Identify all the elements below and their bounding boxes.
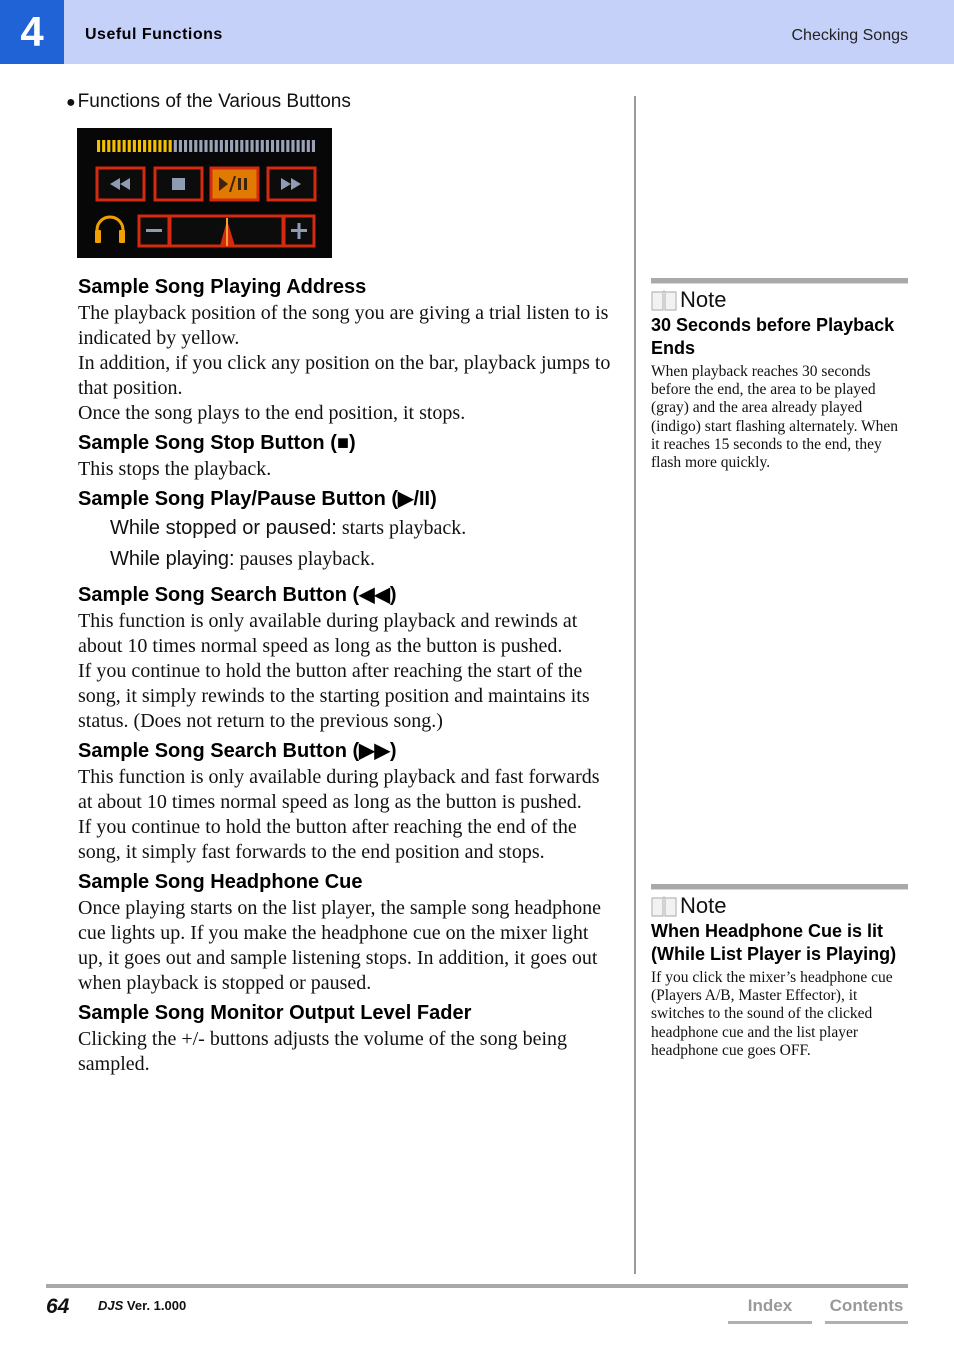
product-name: DJS xyxy=(98,1298,124,1313)
address-segment-played[interactable] xyxy=(143,140,146,152)
address-segment-unplayed[interactable] xyxy=(235,140,238,152)
paragraph: The playback position of the song you are giving a trial listen to is indicated by yellow. xyxy=(78,302,609,349)
headphone-cue-button[interactable] xyxy=(95,217,125,243)
stop-icon xyxy=(172,178,185,190)
address-segment-unplayed[interactable] xyxy=(210,140,213,152)
index-link[interactable]: Index xyxy=(728,1294,812,1324)
note-label: Note xyxy=(680,287,727,312)
item-text: starts playback. xyxy=(341,517,467,539)
stop-button[interactable] xyxy=(155,168,202,200)
list-item xyxy=(78,513,618,544)
section-playing-address xyxy=(78,273,618,426)
item-label: While playing: xyxy=(110,548,235,570)
address-segment-unplayed[interactable] xyxy=(276,140,279,152)
section-heading: Sample Song Search Button (▶▶) xyxy=(78,740,397,762)
bullet-icon: ● xyxy=(66,94,76,111)
contents-link[interactable]: Contents xyxy=(825,1294,908,1324)
section-heading: Sample Song Headphone Cue xyxy=(78,871,363,893)
section-heading: Sample Song Play/Pause Button (▶/II) xyxy=(78,488,437,510)
address-segment-played[interactable] xyxy=(133,140,136,152)
level-plus-button[interactable] xyxy=(284,216,314,246)
player-panel-graphic xyxy=(77,128,332,258)
page-topic: Checking Songs xyxy=(791,27,908,44)
address-segment-unplayed[interactable] xyxy=(199,140,202,152)
paragraph: If you continue to hold the button after reaching the end of the song, it simply fast forwards to the end position and stops. xyxy=(78,816,577,863)
address-segment-unplayed[interactable] xyxy=(179,140,182,152)
address-segment-played[interactable] xyxy=(117,140,120,152)
address-segment-unplayed[interactable] xyxy=(215,140,218,152)
section-rewind-button xyxy=(78,581,618,734)
address-segment-unplayed[interactable] xyxy=(302,140,305,152)
chapter-number: 4 xyxy=(0,0,64,64)
address-segment-played[interactable] xyxy=(169,140,172,152)
section-heading: Sample Song Monitor Output Level Fader xyxy=(78,1002,472,1024)
version-number: Ver. 1.000 xyxy=(126,1298,187,1313)
paragraph: This function is only available during playback and rewinds at about 10 times normal speed as long as the button is pushed. xyxy=(78,610,578,657)
note-rule xyxy=(651,884,908,890)
address-segment-played[interactable] xyxy=(97,140,100,152)
monitor-level-fader[interactable] xyxy=(170,216,283,246)
address-segment-unplayed[interactable] xyxy=(189,140,192,152)
minus-icon xyxy=(146,229,162,232)
section-fast-forward-button xyxy=(78,737,618,865)
paragraph: If you continue to hold the button after reaching the start of the song, it simply rewinds to the starting position and maintains its status. (Does not return to the previous song.) xyxy=(78,660,590,732)
note-title: When Headphone Cue is lit (While List Player is Playing) xyxy=(651,921,897,964)
address-segment-played[interactable] xyxy=(128,140,131,152)
playing-address-bar[interactable] xyxy=(97,140,315,152)
address-segment-unplayed[interactable] xyxy=(245,140,248,152)
book-icon xyxy=(651,895,677,917)
fast-forward-button[interactable] xyxy=(268,168,315,200)
list-item xyxy=(78,544,618,575)
column-divider xyxy=(634,96,636,1274)
note-rule xyxy=(651,278,908,284)
list-player-panel xyxy=(77,128,332,258)
section-heading: Sample Song Search Button (◀◀) xyxy=(78,584,397,606)
paragraph: Once playing starts on the list player, the sample song headphone cue lights up. If you make the headphone cue on the mixer light up, it goes out and sample listening stops. In addition, it goes out when playback is stopped or paused. xyxy=(78,897,601,994)
section-title: Useful Functions xyxy=(85,26,223,43)
address-segment-unplayed[interactable] xyxy=(225,140,228,152)
note-label: Note xyxy=(680,893,727,918)
paragraph: Clicking the +/- buttons adjusts the volume of the song being sampled. xyxy=(78,1028,568,1075)
address-segment-played[interactable] xyxy=(164,140,167,152)
section-stop-button xyxy=(78,429,618,482)
address-segment-played[interactable] xyxy=(153,140,156,152)
section-monitor-level-fader xyxy=(78,999,618,1077)
paragraph: In addition, if you click any position on the bar, playback jumps to that position. xyxy=(78,352,611,399)
address-segment-played[interactable] xyxy=(112,140,115,152)
address-segment-unplayed[interactable] xyxy=(271,140,274,152)
bullet-heading xyxy=(66,91,351,113)
address-segment-unplayed[interactable] xyxy=(256,140,259,152)
address-segment-unplayed[interactable] xyxy=(297,140,300,152)
bullet-heading-text: Functions of the Various Buttons xyxy=(77,91,351,112)
address-segment-unplayed[interactable] xyxy=(281,140,284,152)
address-segment-unplayed[interactable] xyxy=(174,140,177,152)
note-title: 30 Seconds before Playback Ends xyxy=(651,315,895,358)
address-segment-unplayed[interactable] xyxy=(220,140,223,152)
side-note xyxy=(651,884,908,1060)
address-segment-unplayed[interactable] xyxy=(204,140,207,152)
address-segment-unplayed[interactable] xyxy=(184,140,187,152)
main-content xyxy=(78,273,618,1080)
side-note xyxy=(651,278,908,472)
level-minus-button[interactable] xyxy=(139,216,169,246)
item-label: While stopped or paused: xyxy=(110,517,337,539)
address-segment-played[interactable] xyxy=(123,140,126,152)
paragraph: This stops the playback. xyxy=(78,458,272,480)
address-segment-played[interactable] xyxy=(138,140,141,152)
address-segment-played[interactable] xyxy=(107,140,110,152)
address-segment-played[interactable] xyxy=(158,140,161,152)
version-info xyxy=(98,1298,186,1313)
item-text: pauses playback. xyxy=(239,548,376,570)
address-segment-played[interactable] xyxy=(102,140,105,152)
book-icon xyxy=(651,289,677,311)
address-segment-unplayed[interactable] xyxy=(230,140,233,152)
play-pause-button[interactable] xyxy=(211,168,258,200)
headphone-icon xyxy=(95,217,125,243)
section-headphone-cue xyxy=(78,868,618,996)
address-segment-unplayed[interactable] xyxy=(250,140,253,152)
page-number: 64 xyxy=(46,1295,70,1318)
page-header xyxy=(0,0,954,64)
paragraph: Once the song plays to the end position, it stops. xyxy=(78,402,466,424)
footer-rule xyxy=(46,1284,908,1288)
address-segment-unplayed[interactable] xyxy=(240,140,243,152)
address-segment-unplayed[interactable] xyxy=(261,140,264,152)
note-text: When playback reaches 30 seconds before the end, the area to be played (gray) and the area already played (indigo) start flashing alternately. When it reaches 15 seconds to the end, they flash more quickly. xyxy=(651,363,899,472)
section-play-pause-button xyxy=(78,485,618,575)
note-header xyxy=(651,892,908,920)
section-heading: Sample Song Playing Address xyxy=(78,276,367,298)
address-segment-unplayed[interactable] xyxy=(194,140,197,152)
rewind-button[interactable] xyxy=(97,168,144,200)
address-segment-unplayed[interactable] xyxy=(291,140,294,152)
note-text: If you click the mixer’s headphone cue (Players A/B, Master Effector), it switches to the sound of the clicked headphone cue and the list player headphone cue goes OFF. xyxy=(651,969,893,1059)
paragraph: This function is only available during playback and fast forwards at about 10 times normal speed as long as the button is pushed. xyxy=(78,766,600,813)
address-segment-unplayed[interactable] xyxy=(312,140,315,152)
section-heading: Sample Song Stop Button (■) xyxy=(78,432,356,454)
address-segment-played[interactable] xyxy=(148,140,151,152)
address-segment-unplayed[interactable] xyxy=(286,140,289,152)
note-header xyxy=(651,286,908,314)
address-segment-unplayed[interactable] xyxy=(307,140,310,152)
address-segment-unplayed[interactable] xyxy=(266,140,269,152)
